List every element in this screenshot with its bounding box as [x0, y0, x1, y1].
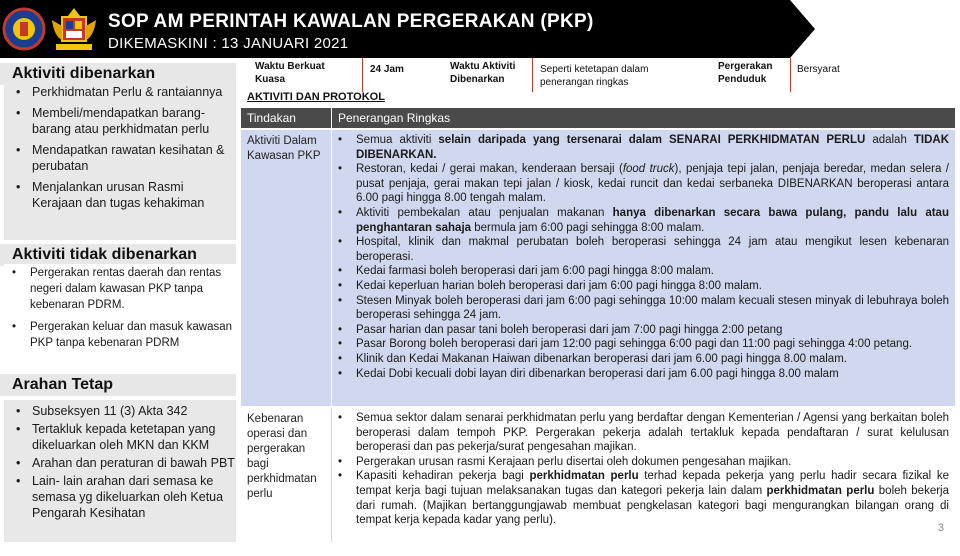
description-item: • Kedai farmasi boleh beroperasi dari jam 6:00 pagi hingga 8:00 malam.	[332, 264, 949, 279]
list-item: • Tertakluk kepada ketetapan yang dikeluarkan oleh MKN dan KKM	[4, 421, 236, 453]
waktu-berkuat-kuasa-label: Waktu Berkuat Kuasa	[255, 61, 325, 85]
divider	[790, 58, 791, 92]
row-label-kebenaran: Kebenaran operasi dan pergerakan bagi perkhidmatan perlu	[247, 413, 317, 500]
header-banner	[0, 0, 960, 58]
description-item: • Pasar harian dan pasar tani boleh beroperasi dari jam 7:00 pagi hingga 2:00 petang	[332, 323, 949, 338]
section-title-arahan-tetap: Arahan Tetap	[0, 374, 236, 396]
divider	[532, 58, 533, 92]
waktu-aktiviti-label: Waktu Aktiviti Dibenarkan	[450, 61, 516, 85]
pergerakan-label: Pergerakan Penduduk	[718, 61, 773, 85]
description-item: • Semua aktiviti selain daripada yang tersenarai dalam SENARAI PERKHIDMATAN PERLU adalah TIDAK DIBENARKAN.	[332, 133, 949, 162]
malaysia-coat-of-arms-icon	[48, 4, 100, 54]
row-2-description	[332, 411, 949, 528]
section-title-dibenarkan: Aktiviti dibenarkan	[0, 63, 236, 85]
description-item: • Klinik dan Kedai Makanan Haiwan dibenarkan beroperasi dari jam 6.00 pagi hingga 8.00 malam.	[332, 352, 949, 367]
table-caption: AKTIVITI DAN PROTOKOL	[247, 91, 385, 103]
description-item: • Restoran, kedai / gerai makan, kenderaan bersaji (food truck), penjaja tepi jalan, penjaja beredar, medan selera / pusat penjaja, gerai makan tepi jalan / kiosk, kedai runcit dan kedai serbaneka DIBENARKAN beroperasi antara 6.00 pagi hingga 8.00 tengah malam.	[332, 162, 949, 206]
description-item: • Aktiviti pembekalan atau penjualan makanan hanya dibenarkan secara bawa pulang, pandu lalu atau penghantaran sahaja bermula jam 6:00 pagi sehingga 8:00 malam.	[332, 206, 949, 235]
waktu-berkuat-kuasa-value: 24 Jam	[370, 64, 404, 75]
description-item: • Pasar Borong boleh beroperasi dari jam 12:00 pagi sehingga 6:00 pagi dan 11:00 pagi sehingga 4:00 petang.	[332, 337, 949, 352]
list-item: • Menjalankan urusan Rasmi Kerajaan dan tugas kehakiman	[4, 179, 236, 211]
description-item: • Kapasiti kehadiran pekerja bagi perkhidmatan perlu terhad kepada pekerja yang perlu hadir secara fizikal ke tempat kerja bagi tujuan melaksanakan tugas dan kategori pekerja lain dalam perkhidmatan perlu boleh bekerja dari rumah. (Majikan bertanggungjawab membuat pengkelasan kategori bagi mengurangkan bilangan orang di tempat kerja kepada kadar yang perlu).	[332, 469, 949, 527]
page-number: 3	[937, 522, 944, 534]
list-item: • Pergerakan keluar dan masuk kawasan PKP tanpa kebenaran PDRM	[4, 319, 236, 351]
list-item: • Arahan dan peraturan di bawah PBT	[4, 455, 236, 471]
dibenarkan-list	[4, 82, 236, 240]
arahan-tetap-list	[4, 400, 236, 542]
page-title: SOP AM PERINTAH KAWALAN PERGERAKAN (PKP)	[108, 11, 594, 32]
column-header-tindakan: Tindakan	[241, 108, 331, 128]
pergerakan-value: Bersyarat	[797, 64, 840, 75]
list-item: • Lain- lain arahan dari semasa ke semasa yg dikeluarkan oleh Ketua Pengarah Kesihatan	[4, 473, 236, 521]
list-item: • Mendapatkan rawatan kesihatan & perubatan	[4, 142, 236, 174]
section-title-tidak-dibenarkan: Aktiviti tidak dibenarkan	[0, 244, 236, 266]
list-item: • Perkhidmatan Perlu & rantaiannya	[4, 84, 236, 100]
description-item: • Kedai Dobi kecuali dobi layan diri dibenarkan beroperasi dari jam 6.00 pagi hingga 8.00 malam	[332, 367, 949, 382]
list-item: • Membeli/mendapatkan barang-barang atau perkhidmatan perlu	[4, 105, 236, 137]
list-item: • Pergerakan rentas daerah dan rentas negeri dalam kawasan PKP tanpa kebenaran PDRM.	[4, 265, 236, 313]
activity-table	[241, 108, 955, 542]
divider	[362, 58, 363, 92]
description-item: • Hospital, klinik dan makmal perubatan boleh beroperasi sehingga 24 jam atau mengikut lesen kebenaran beroperasi.	[332, 235, 949, 264]
description-item: • Kedai keperluan harian boleh beroperasi dari jam 6:00 pagi hingga 8:00 malam.	[332, 279, 949, 294]
description-item: • Stesen Minyak boleh beroperasi dari jam 6:00 pagi sehingga 10:00 malam kecuali stesen minyak di lebuhraya boleh beroperasi sehingga 24 jam.	[332, 294, 949, 323]
row-1-description	[332, 133, 949, 381]
list-item: • Subseksyen 11 (3) Akta 342	[4, 403, 236, 419]
waktu-aktiviti-value: Seperti ketetapan dalam penerangan ringkas	[540, 64, 649, 88]
row-label-aktiviti: Aktiviti Dalam Kawasan PKP	[247, 135, 321, 162]
description-item: • Pergerakan urusan rasmi Kerajaan perlu disertai oleh dokumen pengesahan majikan.	[332, 455, 949, 470]
tidak-dibenarkan-list	[4, 264, 236, 350]
page-subtitle: DIKEMASKINI : 13 JANUARI 2021	[108, 35, 349, 52]
police-crest-icon	[2, 4, 46, 54]
column-header-penerangan: Penerangan Ringkas	[332, 108, 955, 128]
description-item: • Semua sektor dalam senarai perkhidmatan perlu yang berdaftar dengan Kementerian / Agensi yang berkaitan boleh beroperasi dalam tempoh PKP. Pergerakan pekerja adalah tertakluk kepada pendaftaran / surat kelulusan beroperasi dan pas pekerja/surat pengesahan majikan.	[332, 411, 949, 455]
